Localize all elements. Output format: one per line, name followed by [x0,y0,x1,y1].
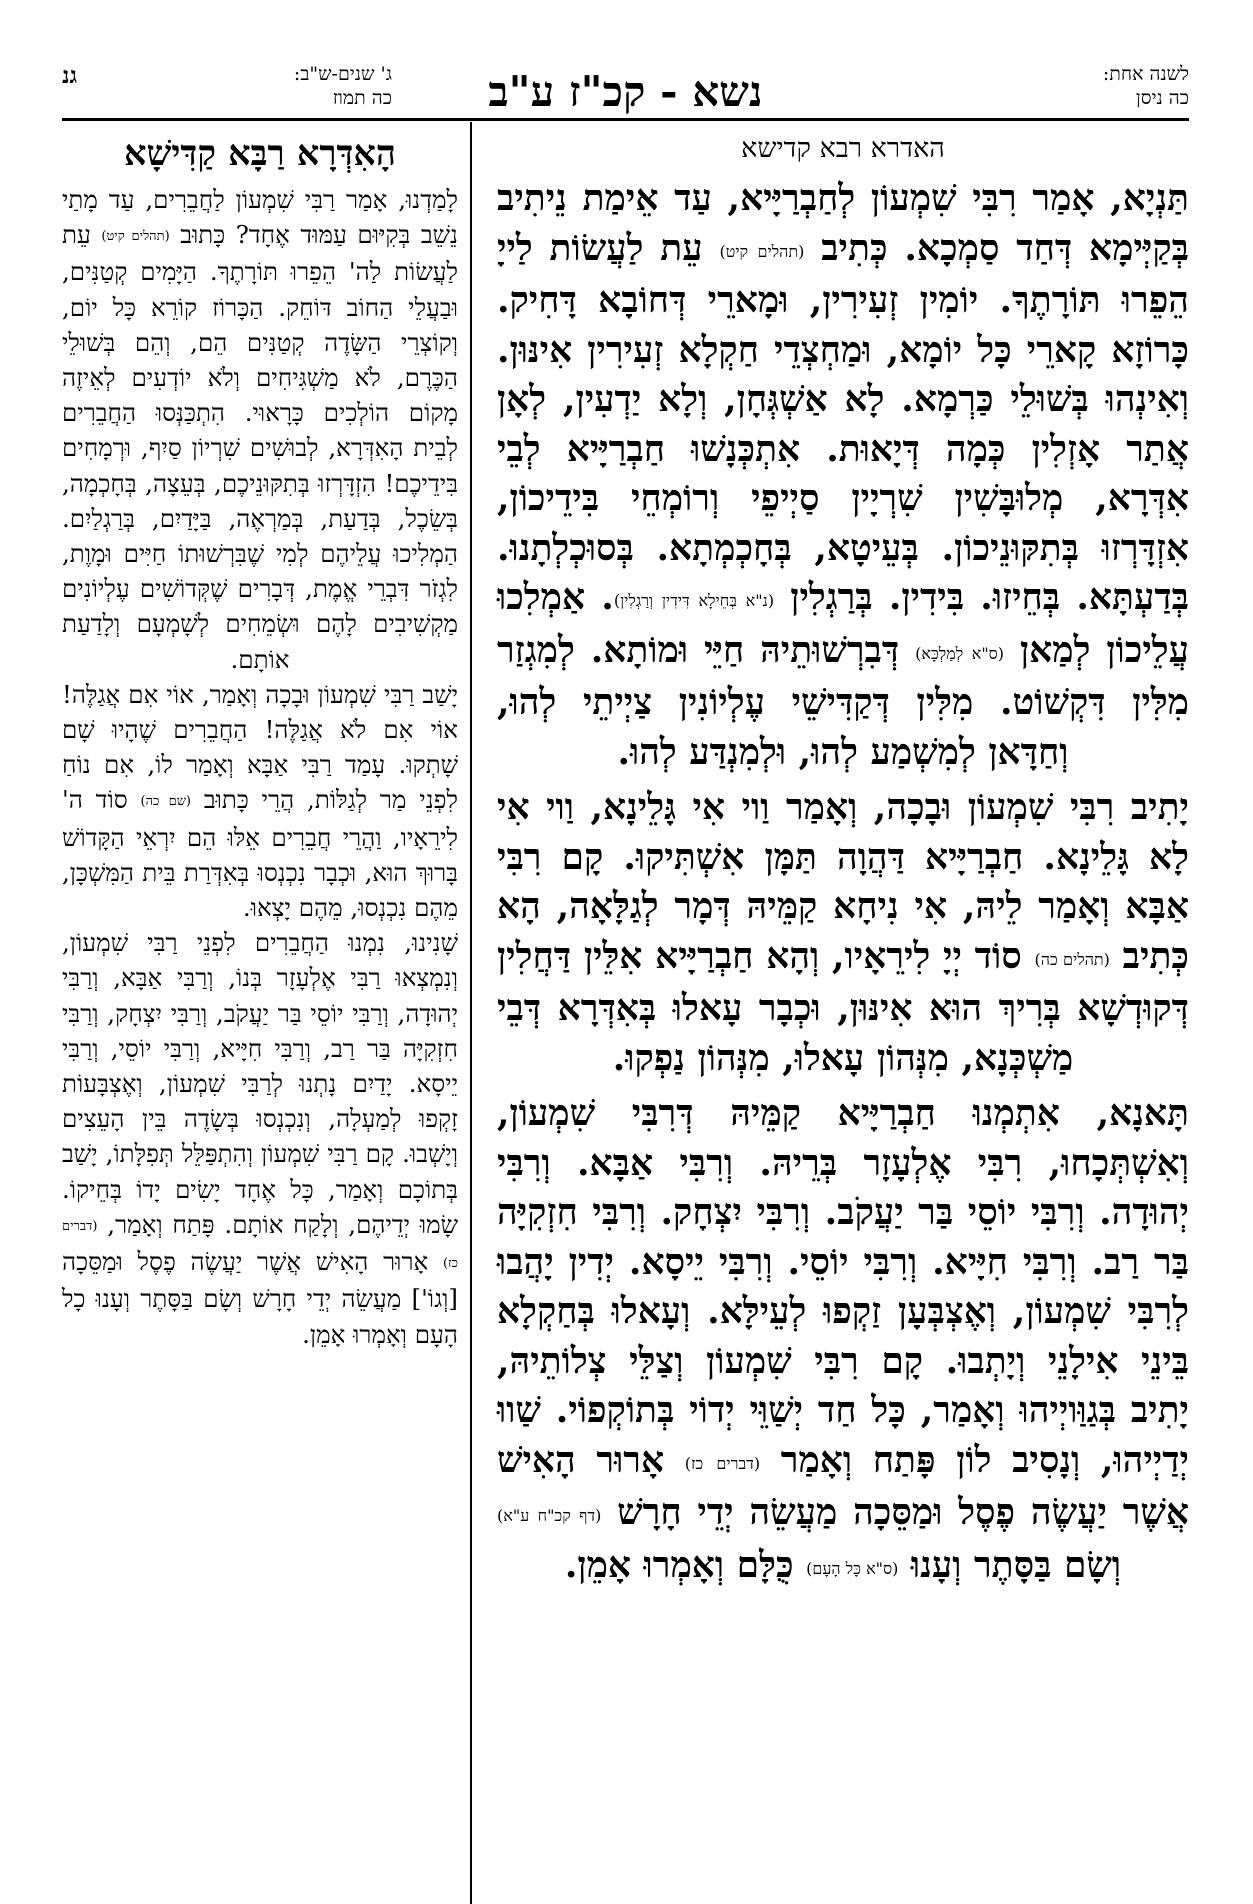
header-rule [62,118,1189,121]
tr-p2-ref-a: (שם כה) [140,794,191,810]
column-divider [470,122,472,1904]
main-p3-ref-c: (ס"א כָּל הָעָם) [806,1558,899,1578]
main-p1-text-c: . אַמְלִכוּ עֲלֵיכוֹן לְמַאן [497,576,1189,671]
translation-paragraph-1 [62,182,458,677]
main-p3-text-c: וְשָׂם בַּסָּתֶר וְעָנוּ [910,1543,1122,1586]
main-paragraph-3 [497,1089,1189,1593]
tr-p3-ref-a: (דברים כז) [62,1218,458,1272]
header-left-block [62,62,392,112]
translation-column [62,126,458,1352]
main-p2-ref-a: (תהלים כה) [1034,949,1110,969]
main-paragraph-1 [497,174,1189,777]
main-p2-text-a: יָתִיב רִבִּי שִׁמְעוֹן וּבָכָה, וְאָמַר וַוי אִי גָּלֵינָא, וַוי אִי לָא גָּלֵינָא. חַבְרַיָּיא דַּהֲוָה תַּמָּן אִשְׁתִּיקוּ. קָם רִבִּי אַבָּא וְאָמַר לֵיהּ, אִי נִיחָא קַמֵּיהּ דְּמָר לְגַלָּאָה, הָא כְּתִיב [497,786,1190,977]
main-p3-text-a: תָּאנָא, אִתְמְנוּ חַבְרַיָּיא קַמֵּיהּ דְּרִבִּי שִׁמְעוֹן, וְאִשְׁתְּכָחוּ, רִבִּי אֶלְעָזָר בְּרֵיהּ. וְרִבִּי אַבָּא. וְרִבִּי יְהוּדָה. וְרִבִּי יוֹסֵי בַּר יַעֲקֹב. וְרִבִּי יִצְחָק. וְרִבִּי חִזְקִיָּה בַּר רַב. וְרִבִּי חִיָּיא. וְרִבִּי יוֹסֵי. וְרִבִּי יֵיסָא. יְדִין יָהֲבוּ לְרִבִּי שִׁמְעוֹן, וְאֶצְבְּעָן זַקְפוּ לְעֵילָּא. וְעָאלוּ בְּחַקְלָא בֵּינֵי אִילָנֵי וְיָתְבוּ. קָם רִבִּי שִׁמְעוֹן וְצַלֵּי צְלוֹתֵיהּ, יָתִיב בְּגַוַּויְיהוּ וְאָמַר, כָּל חַד יְשַׁוֵּי יְדוֹי בְּתוֹקְפוֹי. שַׁווּ יְדַיְיהוּ, וְנָסִיב לוֹן פָּתַח וְאָמַר [497,1092,1189,1481]
main-p1-ref-c: (ס"א לְמַלְכָּא) [915,643,1005,663]
page-number: גנ [62,62,78,89]
translation-paragraph-2 [62,677,458,925]
translation-paragraph-3 [62,925,458,1351]
page-title: נשא - קכ"ז ע"ב [488,67,763,116]
header-left-line1: ג' שנים-ש"ב: [293,63,392,85]
main-p1-text-a: תַּנְיָא, אָמַר רִבִּי שִׁמְעוֹן לְחַבְרַיָּיא, עַד אֵימַת נֵיתִיב בְּקַיְּימָא דְּחַד סַמְכָא. כְּתִיב [497,177,1189,269]
tr-p2-text-b: סוֹד ה' לִירֵאָיו, וַהֲרֵי חֲבֵרִים אֵלּוּ הֵם יִרְאֵי הַקָּדוֹשׁ בָּרוּךְ הוּא, וּכְבָר נִכְנְסוּ בְּאִדְּרַת בֵּית הַמִּשְׁכָּן, מֵהֶם נִכְנְסוּ, מֵהֶם יָצְאוּ. [62,785,458,923]
page-header [62,38,1189,118]
header-right-line2: כה ניסן [1135,87,1189,109]
main-section-heading: האדרא רבא קדישא [741,133,945,164]
header-left-line2: כה תמוז [332,87,392,109]
main-p1-ref-b: (נ"א בְּחֵילָא דִּידִין וְרַגְלִין) [613,591,775,610]
header-right-line1: לשנה אחת: [1102,63,1189,85]
header-schedule-three-years [294,62,392,110]
tr-p3-text-a: שָׁנִינוּ, נִמְנוּ הַחֲבֵרִים לִפְנֵי רַבִּי שִׁמְעוֹן, וְנִמְצְאוּ רַבִּי אֶלְעָזָר בְּנוֹ, וְרַבִּי אַבָּא, וְרַבִּי יְהוּדָה, וְרַבִּי יוֹסֵי בַּר יַעֲקֹב, וְרַבִּי יִצְחָק, וְרַבִּי חִזְקִיָּה בַּר רַב, וְרַבִּי חִיָּיא, וְרַבִּי יוֹסֵי, וְרַבִּי יֵיסָא. יָדַיִם נָתְנוּ לְרַבִּי שִׁמְעוֹן, וְאֶצְבָּעוֹת זָקְפוּ לְמַעְלָה, וְנִכְנְסוּ בְּשָׂדֶה בֵּין הָעֵצִים וְיָשְׁבוּ. קָם רַבִּי שִׁמְעוֹן וְהִתְפַּלֵּל תְּפִלָּתוֹ, יָשַׁב בְּתוֹכָם וְאָמַר, כָּל אֶחָד יָשִׂים יָדוֹ בְּחֵיקוֹ. שָׂמוּ יְדֵיהֶם, וְלָקַח אוֹתָם. פָּתַח וְאָמַר, [62,928,458,1239]
translation-heading: הָאִדְּרָא רַבָּא קַדִּישָׁא [123,133,396,174]
main-p1-text-b: עֵת לַעֲשׂוֹת לַייָ הֵפֵרוּ תּוֹרָתֶךָ. יוֹמִין זְעִירִין, וּמָארֵי דְּחוֹבָא דָּחִיק. כָּרוֹזָא קָארֵי כָּל יוֹמָא, וּמַחְצְדֵי חַקְלָא זְעִירִין אִינּוּן. וְאִינְהוּ בְּשׁוּלֵי כַּרְמָא. לָא אַשְׁגְּחָן, וְלָא יַדְעִין, לְאָן אֲתַר אָזְלִין כְּמָה דְּיָאוּת. אִתְכְּנָשׁוּ חַבְרַיָּיא לְבֵי אִדְּרָא, מְלוּבָּשִׁין שִׁרְיָין סַיְיפֵי וְרוֹמְחֵי בִּידֵיכוֹן, אִזְדָּרְזוּ בְּתִקּוּנֵיכוֹן. בְּעֵיטָא, בְּחָכְמְתָא. בְּסוּכְלְתָנוּ. בְּדַעְתָּא. בְּחֵיזוּ. בִּידִין. בְּרַגְלִין [497,226,1189,618]
main-p1-text-d: דְּבִרְשׁוּתֵיהּ חַיֵּי וּמוֹתָא. לְמִגְזַר מִלִּין דִּקְשׁוֹט. מִלִּין דְּקַדִּישֵׁי עֶלְיוֹנִין צַיְיתֵי לְהוּ, וְחַדָּאן לְמִשְׁמַע לְהוּ, וּלְמִנְדַּע לְהוּ. [497,628,1189,773]
tr-p1-ref-a: (תהלים קיט) [101,229,170,245]
tr-p2-text-a: יָשַׁב רַבִּי שִׁמְעוֹן וּבָכָה וְאָמַר, אוֹי אִם אֲגַלֶּה! אוֹי אִם לֹא אֲגַלֶּה! הַחֲבֵרִים שֶׁהָיוּ שָׁם שָׁתְקוּ. עָמַד רַבִּי אַבָּא וְאָמַר לוֹ, אִם נוֹחַ לִפְנֵי מַר לְגַלּוֹת, הֲרֵי כָּתוּב [62,679,458,815]
tr-p3-text-b: אָרוּר הָאִישׁ אֲשֶׁר יַעֲשֶׂה פֶסֶל וּמַסֵּכָה [וְגוֹ'] מַעֲשֵׂה יְדֵי חָרָשׁ וְשָׂם בַּסָּתֶר וְעָנוּ כָל הָעָם וְאָמְרוּ אָמֵן. [62,1247,458,1349]
main-p2-text-b: סוֹד יְיָ לִירֵאָיו, וְהָא חַבְרַיָּיא אִלֵּין דַּחֲלִין דְּקוּדְשָׁא בְּרִיךְ הוּא אִינּוּן, וּכְבָר עָאלוּ בְּאִדְּרָא דְּבֵי מַשְׁכְּנָא, מִנְּהוֹן עָאלוּ, מִנְּהוֹן נַפְקוּ. [497,934,1189,1079]
tr-p1-text-b: עֵת לַעֲשׂוֹת לַה' הֵפֵרוּ תּוֹרָתֶךָ. הַיָּמִים קְטַנִּים, וּבַעֲלֵי הַחוֹב דּוֹחֵק. הַכָּרוֹז קוֹרֵא כָּל יוֹם, וְקוֹצְרֵי הַשָּׂדֶה קְטַנִּים הֵם, וְהֵם בְּשׁוּלֵי הַכֶּרֶם, לֹא מַשְׁגִּיחִים וְלֹא יוֹדְעִים לְאֵיזֶה מָקוֹם הוֹלְכִים כָּרָאוּי. הִתְכַּנְּסוּ הַחֲבֵרִים לְבֵית הָאִדְּרָא, לְבוּשִׁים שִׁרְיוֹן סַיִף, וּרְמָחִים בִּידֵיכֶם! הִזְדָּרְזוּ בְּתִקּוּנֵיכֶם, בְּעֵצָה, בְּחָכְמָה, בְּשֵׂכֶל, בְּדַעַת, בְּמַרְאֶה, בַּיָּדַיִם, בְּרַגְלַיִם. הַמְלִיכוּ עֲלֵיהֶם לְמִי שֶׁבִּרְשׁוּתוֹ חַיִּים וּמָוֶת, לִגְזֹר דִּבְרֵי אֱמֶת, דְּבָרִים שֶׁקְּדוֹשִׁים עֶלְיוֹנִים מַקְשִׁיבִים לָהֶם וּשְׂמֵחִים לְשָׁמְעָם וְלָדַעַת אוֹתָם. [62,220,458,674]
main-p3-ref-b: (דף קכ"ח ע"א) [497,1506,602,1525]
main-p1-ref-a: (תהלים קיט) [719,241,805,261]
main-p3-ref-a: (דברים כז) [684,1453,761,1473]
main-p3-text-d: כֻּלָּם וְאָמְרוּ אָמֵן. [564,1543,794,1586]
main-paragraph-2 [497,783,1189,1083]
main-p3-text-b: אָרוּר הָאִישׁ אֲשֶׁר יַעֲשֶׂה פֶסֶל וּמַסֵּכָה מַעֲשֵׂה יְדֵי חָרָשׁ [497,1438,1189,1533]
tr-p1-text-a: לָמַדְנוּ, אָמַר רַבִּי שִׁמְעוֹן לַחֲבֵרִים, עַד מָתַי נֵשֵׁב בְּקִיּוּם עַמּוּד אֶחָד? כָּתוּב [62,185,458,250]
main-text-column [497,126,1189,1593]
